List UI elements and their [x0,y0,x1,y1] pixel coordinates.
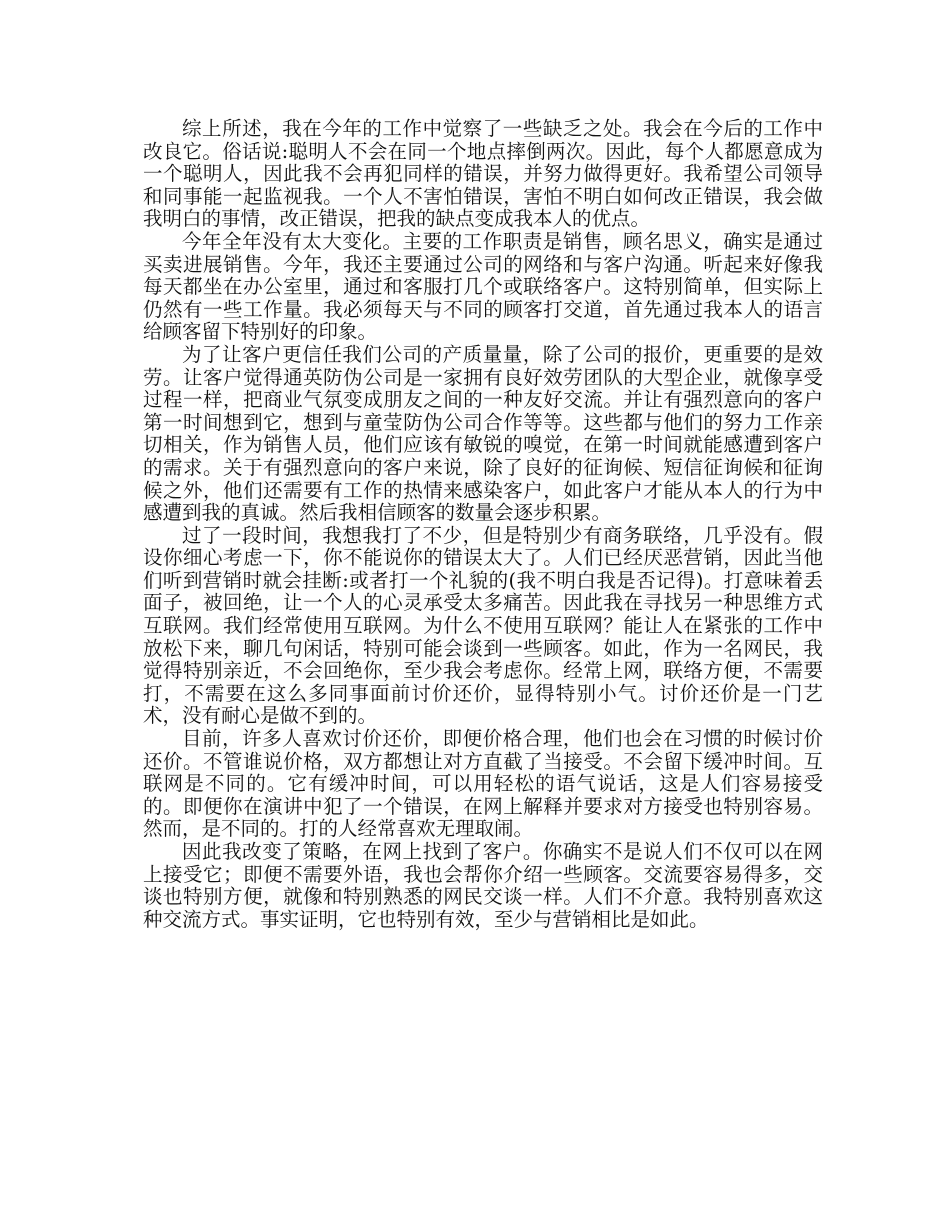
document-body [143,118,823,931]
paragraph-strategy-change: 因此我改变了策略，在网上找到了客户。你确实不是说人们不仅可以在网上接受它；即便不需要外语，我也会帮你介绍一些顾客。交流要容易得多，交谈也特别方便，就像和特别熟悉的网民交谈一样。人们不介意。我特别喜欢这种交流方式。事实证明，它也特别有效，至少与营销相比是如此。 [143,840,823,931]
paragraph-customer-trust: 为了让客户更信任我们公司的产质量量，除了公司的报价，更重要的是效劳。让客户觉得通英防伪公司是一家拥有良好效劳团队的大型企业，就像享受过程一样，把商业气氛变成朋友之间的一种友好交流。并让有强烈意向的客户第一时间想到它，想到与童莹防伪公司合作等等。这些都与他们的努力工作亲切相关，作为销售人员，他们应该有敏锐的嗅觉，在第一时间就能感遭到客户的需求。关于有强烈意向的客户来说，除了良好的征询候、短信征询候和征询候之外，他们还需要有工作的热情来感染客户，如此客户才能从本人的行为中感遭到我的真诚。然后我相信顾客的数量会逐步积累。 [143,342,823,525]
paragraph-yearly-work: 今年全年没有太大变化。主要的工作职责是销售，顾名思义，确实是通过买卖进展销售。今年，我还主要通过公司的网络和与客户沟通。听起来好像我每天都坐在办公室里，通过和客服打几个或联络客户。这特别简单，但实际上仍然有一些工作量。我必须每天与不同的顾客打交道，首先通过我本人的语言给顾客留下特别好的印象。 [143,229,823,344]
paragraph-summary: 综上所述，我在今年的工作中觉察了一些缺乏之处。我会在今后的工作中改良它。俗话说:聪明人不会在同一个地点摔倒两次。因此，每个人都愿意成为一个聪明人，因此我不会再犯同样的错误，并努力做得更好。我希望公司领导和同事能一起监视我。一个人不害怕错误，害怕不明白如何改正错误，我会做我明白的事情，改正错误，把我的缺点变成我本人的优点。 [143,117,823,231]
paragraph-internet-approach: 过了一段时间，我想我打了不少，但是特别少有商务联络，几乎没有。假设你细心考虑一下，你不能说你的错误太大了。人们已经厌恶营销，因此当他们听到营销时就会挂断:或者打一个礼貌的(我不明白我是否记得)。打意味着丢面子，被回绝，让一个人的心灵承受太多痛苦。因此我在寻找另一种思维方式互联网。我们经常使用互联网。为什么不使用互联网？能让人在紧张的工作中放松下来，聊几句闲话，特别可能会谈到一些顾客。如此，作为一名网民，我觉得特别亲近，不会回绝你，至少我会考虑你。经常上网，联络方便，不需要打，不需要在这么多同事面前讨价还价，显得特别小气。讨价还价是一门艺术，没有耐心是做不到的。 [143,523,823,728]
paragraph-bargaining: 目前，许多人喜欢讨价还价，即便价格合理，他们也会在习惯的时候讨价还价。不管谁说价格，双方都想让对方直截了当接受。不会留下缓冲时间。互联网是不同的。它有缓冲时间，可以用轻松的语气说话，这是人们容易接受的。即便你在演讲中犯了一个错误，在网上解释并要求对方接受也特别容易。然而，是不同的。打的人经常喜欢无理取闹。 [143,727,823,841]
